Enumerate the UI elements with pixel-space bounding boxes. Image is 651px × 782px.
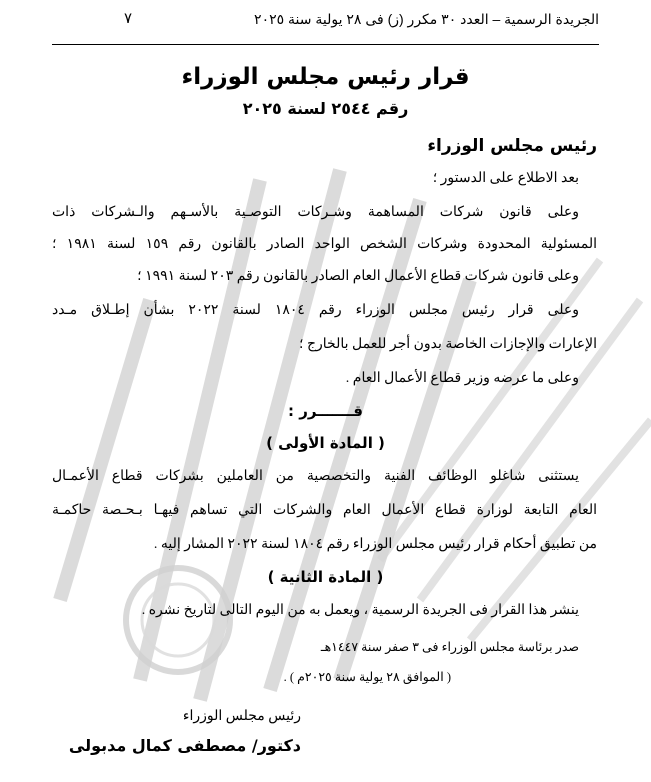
- article-1-line: يستثنى شاغلو الوظائف الفنية والتخصصية من العاملين بشركات قطاع الأعمـال: [52, 469, 579, 484]
- preamble-line: وعلى قانون شركات قطاع الأعمال العام الصادر بالقانون رقم ٢٠٣ لسنة ١٩٩١ ؛: [137, 269, 579, 284]
- article-1-line: من تطبيق أحكام قرار رئيس مجلس الوزراء رقم ١٨٠٤ لسنة ٢٠٢٢ المشار إليه .: [153, 537, 597, 552]
- running-head: الجريدة الرسمية – العدد ٣٠ مكرر (ز) فى ٢٨ يولية سنة ٢٠٢٥: [254, 11, 599, 27]
- issuing-authority: رئيس مجلس الوزراء: [427, 136, 597, 156]
- preamble-line: الإعارات والإجازات الخاصة بدون أجر للعمل بالخارج ؛: [299, 337, 597, 352]
- article-1-line: العام التابعة لوزارة قطاع الأعمال العام والشركات التي تساهم فيهـا بـحـصة حاكمـة: [52, 503, 597, 518]
- decree-number: رقم ٢٥٤٤ لسنة ٢٠٢٥: [242, 99, 409, 118]
- page-number: ٧: [124, 10, 133, 27]
- preamble-line: بعد الاطلاع على الدستور ؛: [432, 171, 579, 186]
- preamble-line: وعلى قرار رئيس مجلس الوزراء رقم ١٨٠٤ لسنة ٢٠٢٢ بشأن إطـلاق مـدد: [52, 303, 579, 318]
- article-2-line: ينشر هذا القرار فى الجريدة الرسمية ، ويعمل به من اليوم التالى لتاريخ نشره .: [141, 603, 579, 618]
- preamble-line: المسئولية المحدودة وشركات الشخص الواحد الصادر بالقانون رقم ١٥٩ لسنة ١٩٨١ ؛: [52, 237, 597, 252]
- decides-heading: قـــــــرر :: [288, 402, 363, 420]
- article-1-heading: ( المادة الأولى ): [266, 434, 385, 452]
- signature-role: رئيس مجلس الوزراء: [182, 709, 301, 724]
- decree-title: قرار رئيس مجلس الوزراء: [181, 64, 470, 90]
- header-rule: [52, 44, 599, 45]
- issued-date-hijri: صدر برئاسة مجلس الوزراء فى ٣ صفر سنة ١٤٤٧هـ: [320, 640, 579, 654]
- signature-name: دكتور/ مصطفى كمال مدبولى: [68, 736, 301, 755]
- preamble-line: وعلى قانون شركات المساهمة وشـركات التوصـية بالأسـهم والـشركات ذات: [52, 205, 579, 220]
- issued-date-gregorian: ( الموافق ٢٨ يولية سنة ٢٠٢٥م ) .: [283, 670, 451, 684]
- preamble-line: وعلى ما عرضه وزير قطاع الأعمال العام .: [345, 371, 579, 386]
- article-2-heading: ( المادة الثانية ): [267, 568, 384, 586]
